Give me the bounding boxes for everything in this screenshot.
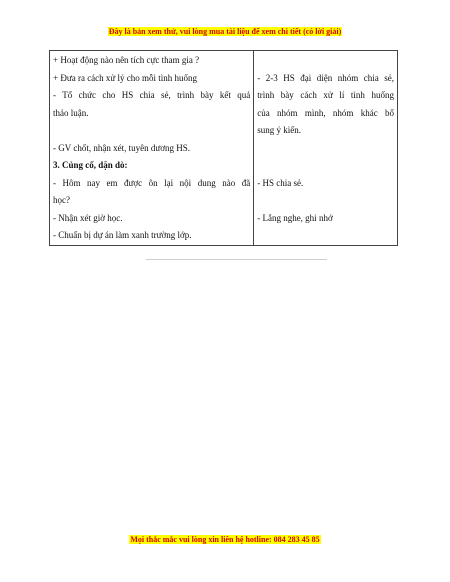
spacer bbox=[257, 192, 394, 210]
student-listen-note: - Lắng nghe, ghi nhớ bbox=[257, 212, 333, 223]
spacer bbox=[257, 140, 394, 158]
lesson-feedback: - Nhận xét giờ học. bbox=[53, 212, 123, 223]
teacher-conclusion: - GV chốt, nhận xét, tuyên dương HS. bbox=[53, 142, 190, 153]
hotline-notice-banner bbox=[0, 535, 450, 545]
instruction-share-results: - Tổ chức cho HS chia sẻ, trình bày kết quả bbox=[53, 90, 251, 100]
student-group-share: - 2-3 HS đại diện nhóm chia sẻ, bbox=[257, 72, 394, 83]
student-group-share-cont-1: trình bày cách xử lí tình huống bbox=[257, 90, 394, 100]
page-divider bbox=[146, 259, 327, 260]
preview-notice-banner bbox=[0, 27, 450, 37]
instruction-share-results-cont: thảo luận. bbox=[53, 107, 89, 118]
spacer bbox=[257, 52, 394, 70]
preview-notice-text: Đây là bản xem thử, vui lòng mua tài liệu để xem chi tiết (có lời giải) bbox=[108, 27, 342, 36]
spacer bbox=[53, 122, 250, 140]
teacher-activities-cell bbox=[50, 51, 254, 246]
student-group-share-cont-3: sung ý kiến. bbox=[257, 125, 301, 135]
student-share: - HS chia sẻ. bbox=[257, 177, 304, 188]
lesson-activity-table bbox=[49, 50, 398, 246]
hotline-notice-text: Mọi thắc mắc vui lòng xin liên hệ hotline: 084 283 45 85 bbox=[130, 535, 320, 544]
homework-preparation: - Chuẩn bị dự án làm xanh trường lớp. bbox=[53, 230, 192, 240]
question-review-content-cont: học? bbox=[53, 195, 70, 205]
table-row bbox=[50, 51, 398, 246]
question-handling-situation: + Đưa ra cách xử lý cho mỗi tình huống bbox=[53, 72, 198, 83]
spacer bbox=[257, 157, 394, 175]
student-activities-cell bbox=[254, 51, 398, 246]
section-heading-consolidation: 3. Củng cố, dặn dò: bbox=[53, 160, 128, 170]
student-group-share-cont-2: của nhóm mình, nhóm khác bổ bbox=[257, 107, 394, 118]
question-active-participation: + Hoạt động nào nên tích cực tham gia ? bbox=[53, 55, 200, 65]
question-review-content: - Hôm nay em được ôn lại nội dung nào đã bbox=[53, 177, 251, 188]
